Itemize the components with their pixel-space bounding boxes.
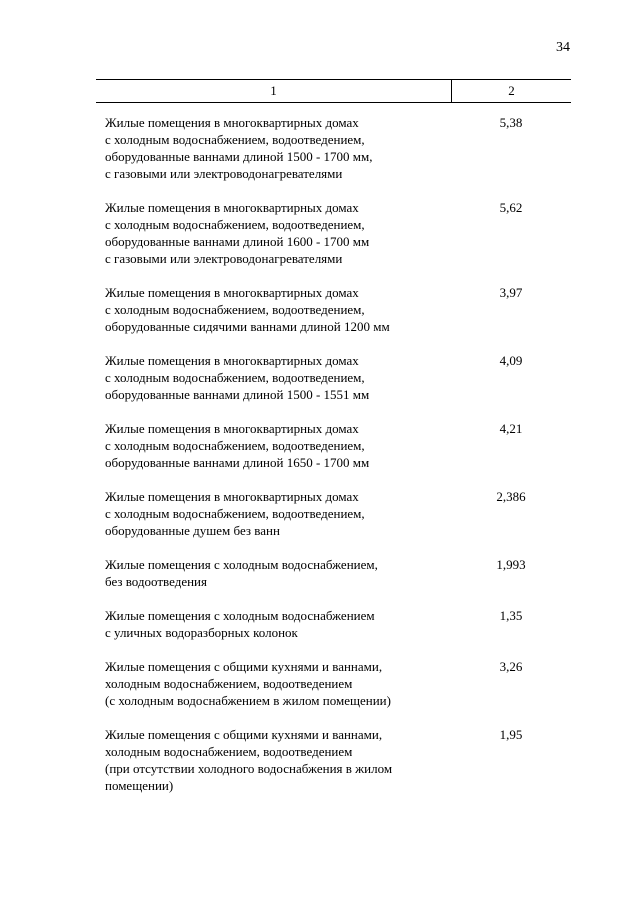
row-description xyxy=(105,284,445,335)
page-number: 34 xyxy=(556,40,570,55)
row-value: 3,26 xyxy=(499,659,523,674)
description-line: оборудованные ваннами длиной 1500 - 1551 мм xyxy=(105,387,370,402)
table-row xyxy=(96,658,571,709)
row-description xyxy=(105,658,445,709)
table-body xyxy=(96,114,571,794)
description-line: (при отсутствии холодного водоснабжения в жилом xyxy=(105,761,393,776)
row-value: 1,95 xyxy=(499,727,523,742)
table-row xyxy=(96,726,571,794)
description-line: Жилые помещения в многоквартирных домах xyxy=(105,421,359,436)
row-value: 1,993 xyxy=(496,557,526,572)
row-description xyxy=(105,199,445,267)
description-line: (с холодным водоснабжением в жилом помещении) xyxy=(105,693,391,708)
table-row xyxy=(96,199,571,267)
description-line: с холодным водоснабжением, водоотведением, xyxy=(105,132,365,147)
description-line: оборудованные ваннами длиной 1600 - 1700 мм xyxy=(105,234,370,249)
description-line: Жилые помещения с общими кухнями и ваннами, xyxy=(105,727,383,742)
description-line: с холодным водоснабжением, водоотведением, xyxy=(105,217,365,232)
description-line: оборудованные ваннами длиной 1650 - 1700 мм xyxy=(105,455,370,470)
row-description xyxy=(105,352,445,403)
table-row xyxy=(96,488,571,539)
row-value: 2,386 xyxy=(496,489,526,504)
description-line: с холодным водоснабжением, водоотведением, xyxy=(105,302,365,317)
description-line: с холодным водоснабжением, водоотведением, xyxy=(105,438,365,453)
row-description xyxy=(105,607,445,641)
description-line: Жилые помещения в многоквартирных домах xyxy=(105,200,359,215)
row-value: 5,62 xyxy=(499,200,523,215)
description-line: Жилые помещения с холодным водоснабжением, xyxy=(105,557,378,572)
description-line: холодным водоснабжением, водоотведением xyxy=(105,676,353,691)
description-line: оборудованные душем без ванн xyxy=(105,523,280,538)
description-line: с холодным водоснабжением, водоотведением, xyxy=(105,506,365,521)
row-value: 5,38 xyxy=(499,115,523,130)
row-value: 3,97 xyxy=(499,285,523,300)
description-line: с холодным водоснабжением, водоотведением, xyxy=(105,370,365,385)
description-line: Жилые помещения в многоквартирных домах xyxy=(105,489,359,504)
description-line: с газовыми или электроводонагревателями xyxy=(105,166,343,181)
description-line: оборудованные сидячими ваннами длиной 1200 мм xyxy=(105,319,390,334)
description-line: Жилые помещения в многоквартирных домах xyxy=(105,285,359,300)
row-description xyxy=(105,420,445,471)
table-row xyxy=(96,284,571,335)
description-line: Жилые помещения в многоквартирных домах xyxy=(105,115,359,130)
description-line: Жилые помещения с холодным водоснабжением xyxy=(105,608,375,623)
description-line: холодным водоснабжением, водоотведением xyxy=(105,744,353,759)
table-header-row xyxy=(96,79,571,103)
description-line: без водоотведения xyxy=(105,574,207,589)
description-line: с газовыми или электроводонагревателями xyxy=(105,251,343,266)
table-row xyxy=(96,352,571,403)
row-value: 4,21 xyxy=(499,421,523,436)
row-value: 1,35 xyxy=(499,608,523,623)
table-row xyxy=(96,556,571,590)
row-description xyxy=(105,114,445,182)
row-description xyxy=(105,726,445,794)
description-line: Жилые помещения в многоквартирных домах xyxy=(105,353,359,368)
header-col-1: 1 xyxy=(96,80,452,102)
description-line: с уличных водоразборных колонок xyxy=(105,625,298,640)
table-row xyxy=(96,114,571,182)
description-line: Жилые помещения с общими кухнями и ваннами, xyxy=(105,659,383,674)
table-row xyxy=(96,420,571,471)
description-line: оборудованные ваннами длиной 1500 - 1700 мм, xyxy=(105,149,373,164)
row-description xyxy=(105,556,445,590)
table-row xyxy=(96,607,571,641)
header-col-2: 2 xyxy=(508,83,515,98)
row-description xyxy=(105,488,445,539)
row-value: 4,09 xyxy=(499,353,523,368)
tariff-table xyxy=(96,79,571,794)
description-line: помещении) xyxy=(105,778,174,793)
